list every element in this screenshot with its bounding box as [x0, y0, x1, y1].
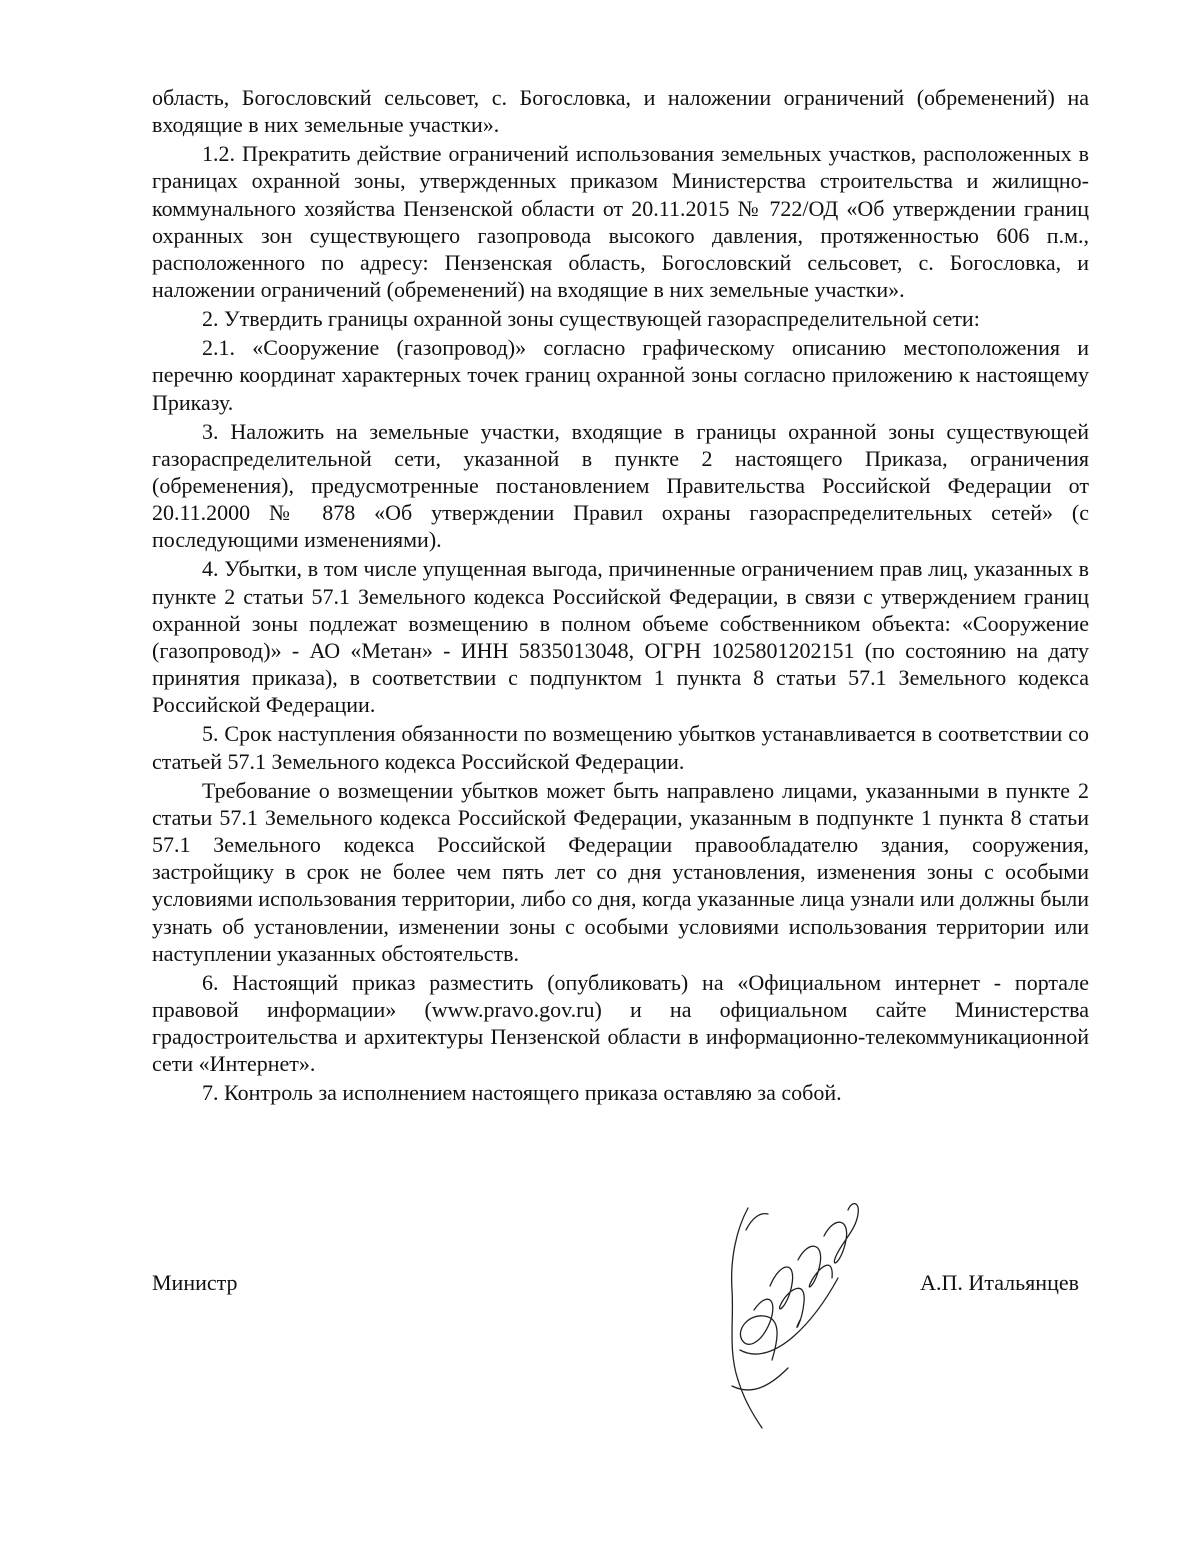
- paragraph-2-1: 2.1. «Сооружение (газопровод)» согласно графическому описанию местоположения и перечню координат характерных точек границ охранной зоны согласно приложению к настоящему Приказу.: [152, 335, 1089, 415]
- signer-name: А.П. Итальянцев: [920, 1270, 1079, 1295]
- paragraph-2: 2. Утвердить границы охранной зоны существующей газораспределительной сети:: [202, 306, 980, 332]
- paragraph-continuation: область, Богословский сельсовет, с. Богословка, и наложении ограничений (обременений) на входящие в них земельные участки».: [152, 85, 1089, 138]
- paragraph-6: 6. Настоящий приказ разместить (опубликовать) на «Официальном интернет - портале правовой информации» (www.pravo.gov.ru) и на официальном сайте Министерства градостроительства и архитектуры Пензенской области в информационно-телекоммуникационной сети «Интернет».: [152, 969, 1089, 1077]
- signature-block: [152, 1262, 1089, 1302]
- paragraph-4: 4. Убытки, в том числе упущенная выгода, причиненные ограничением прав лиц, указанных в пункте 2 статьи 57.1 Земельного кодекса Российской Федерации, в связи с утверждением границ охранной зоны подлежат возмещению в полном объеме собственником объекта: «Сооружение (газопровод)» - АО «Метан» - ИНН 5835013048, ОГРН 1025801202151 (по состоянию на дату принятия приказа), в соответствии с подпунктом 1 пункта 8 статьи 57.1 Земельного кодекса Российской Федерации.: [152, 556, 1089, 718]
- paragraph-5: 5. Срок наступления обязанности по возмещению убытков устанавливается в соответствии со статьей 57.1 Земельного кодекса Российской Федерации.: [152, 721, 1089, 774]
- signer-title: Министр: [152, 1270, 238, 1295]
- paragraph-7: 7. Контроль за исполнением настоящего приказа оставляю за собой.: [202, 1080, 842, 1106]
- paragraph-3: 3. Наложить на земельные участки, входящие в границы охранной зоны существующей газораспределительной сети, указанной в пункте 2 настоящего Приказа, ограничения (обременения), предусмотренные постановлением Правительства Российской Федерации от 20.11.2000 № 878 «Об утверждении Правил охраны газораспределительных сетей» (с последующими изменениями).: [152, 418, 1089, 553]
- handwritten-signature: [708, 1190, 878, 1440]
- document-body: [152, 84, 1089, 1108]
- paragraph-1-2: 1.2. Прекратить действие ограничений использования земельных участков, расположенных в границах охранной зоны, утвержденных приказом Министерства строительства и жилищно-коммунального хозяйства Пензенской области от 20.11.2015 № 722/ОД «Об утверждении границ охранных зон существующего газопровода высокого давления, протяженностью 606 п.м., расположенного по адресу: Пензенская область, Богословский сельсовет, с. Богословка, и наложении ограничений (обременений) на входящие в них земельные участки».: [152, 141, 1089, 303]
- paragraph-damages-claim: Требование о возмещении убытков может быть направлено лицами, указанными в пункте 2 статьи 57.1 Земельного кодекса Российской Федерации, указанным в подпункте 1 пункта 8 статьи 57.1 Земельного кодекса Российской Федерации правообладателю здания, сооружения, застройщику в срок не более чем пять лет со дня установления, изменения зоны с особыми условиями использования территории, либо со дня, когда указанные лица узнали или должны были узнать об установлении, изменении зоны с особыми условиями использования территории или наступлении указанных обстоятельств.: [152, 777, 1089, 966]
